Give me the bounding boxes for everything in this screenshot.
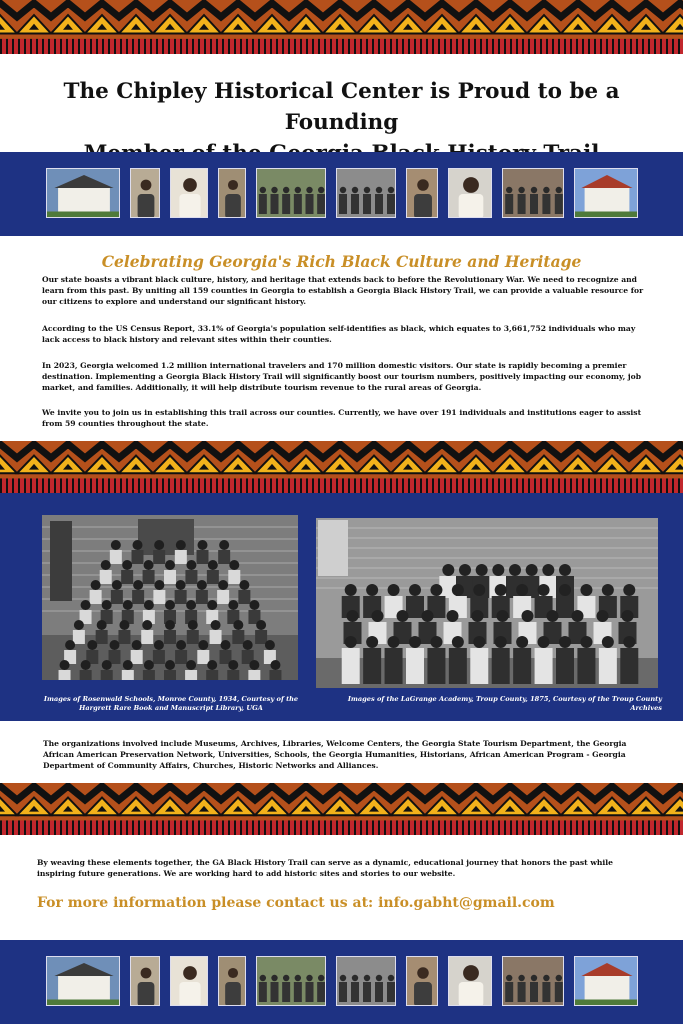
strip-photo <box>406 956 438 1006</box>
pattern-band-lower <box>0 783 683 835</box>
rosenwald-school-photo <box>42 515 298 680</box>
strip-photo <box>218 168 246 218</box>
rosenwald-school-image <box>42 515 298 680</box>
strip-photo <box>448 168 492 218</box>
strip-photo <box>448 956 492 1006</box>
strip-photo <box>130 956 160 1006</box>
lagrange-caption: Images of the LaGrange Academy, Troup County, 1875, Courtesy of the Troup County Archives <box>347 695 662 712</box>
pattern-band-top <box>0 0 683 54</box>
strip-photo <box>130 168 160 218</box>
lagrange-academy-image <box>316 518 658 688</box>
photo-strip-bottom <box>0 940 683 1024</box>
strip-photo <box>502 956 564 1006</box>
intro-paragraph-1: Our state boasts a vibrant black culture, history, and heritage that extends back to before the Revolutionary War. We need to recognize and learn from this past. By uniting all 159 counties in Georgia to establish a Georgia Black History Trail, we can provide a valuable resource for our citizens to explore and understand our significant history. <box>42 275 644 307</box>
strip-photo <box>574 956 638 1006</box>
strip-photo <box>574 168 638 218</box>
section-subtitle: Celebrating Georgia's Rich Black Culture and Heritage <box>101 252 582 271</box>
strip-photo <box>336 956 396 1006</box>
strip-photo <box>170 168 208 218</box>
intro-paragraph-4: We invite you to join us in establishing this trail across our counties. Currently, we have over 191 individuals and institutions eager to assist from 59 counties throughout the state. <box>42 408 642 429</box>
archive-section <box>0 493 683 721</box>
intro-paragraph-2: According to the US Census Report, 33.1% of Georgia's population self-identifies as black, which equates to 3,661,752 individuals who may lack access to black history and relevant sites within their counties. <box>42 324 636 345</box>
strip-photo <box>336 168 396 218</box>
lagrange-academy-photo <box>316 518 658 688</box>
strip-photo <box>406 168 438 218</box>
title-line-1: The Chipley Historical Center is Proud to be a Founding <box>63 79 620 135</box>
organizations-paragraph: The organizations involved include Museums, Archives, Libraries, Welcome Centers, the Georgia State Tourism Department, the Georgia African American Preservation Network, Universities, Schools, the Georgia Humanities, Historians, African American Program - Georgia Department of Community Affairs, Churches, Historic Networks and Alliances. <box>43 739 627 771</box>
photo-strip-top <box>0 152 683 236</box>
strip-photo <box>502 168 564 218</box>
intro-paragraph-3: In 2023, Georgia welcomed 1.2 million international travelers and 170 million domestic visitors. Our state is rapidly becoming a premier destination. Implementing a Georgia Black History Trail will significantly boost our tourism numbers, positively impacting our economy, job market, and families. Additionally, it will help distribute tourism revenue to the rural areas of Georgia. <box>42 361 642 393</box>
rosenwald-caption: Images of Rosenwald Schools, Monroe County, 1934, Courtesy of the Hargrett Rare Book and Manuscript Library, UGA <box>43 695 299 712</box>
strip-photo <box>46 168 120 218</box>
strip-photo <box>256 956 326 1006</box>
closing-paragraph: By weaving these elements together, the GA Black History Trail can serve as a dynamic, educational journey that honors the past while inspiring future generations. We are working hard to add historic sites and stories to our website. <box>37 858 613 879</box>
strip-photo <box>218 956 246 1006</box>
strip-photo <box>46 956 120 1006</box>
contact-line[interactable]: For more information please contact us at: info.gabht@gmail.com <box>37 895 555 911</box>
pattern-band-middle <box>0 441 683 493</box>
strip-photo <box>256 168 326 218</box>
strip-photo <box>170 956 208 1006</box>
